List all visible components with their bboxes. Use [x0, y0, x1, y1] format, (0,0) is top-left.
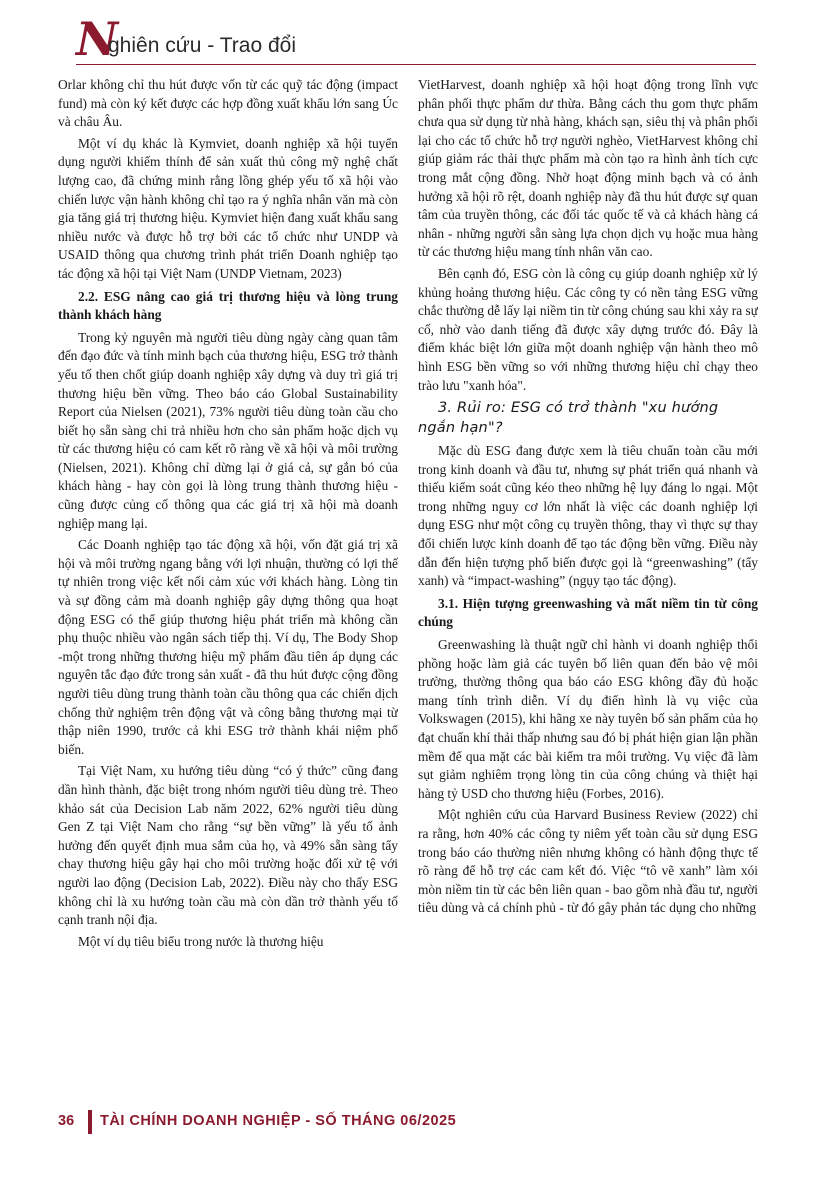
page-footer [58, 1108, 758, 1136]
paragraph-continued: Orlar không chỉ thu hút được vốn từ các quỹ tác động (impact fund) mà còn ký kết được các hợp đồng xuất khẩu lớn sang Úc và châu Âu. [58, 77, 398, 130]
paragraph: Tại Việt Nam, xu hướng tiêu dùng “có ý thức” cũng đang dần hình thành, đặc biệt trong nhóm người tiêu dùng trẻ. Theo khảo sát của Decision Lab năm 2022, 62% người tiêu dùng Gen Z tại Việt Nam cho rằng “sự bền vững” là yếu tố ảnh hưởng đến quyết định mua sắm của họ, và 49% sẵn sàng tẩy chay thương hiệu gây hại cho môi trường hoặc đối xử tệ với người lao động (Decision Lab, 2022). Điều này cho thấy ESG không chỉ là xu hướng toàn cầu mà còn dần trở thành yếu tố cạnh tranh nội địa. [58, 763, 398, 928]
paragraph: Một nghiên cứu của Harvard Business Review (2022) chỉ ra rằng, hơn 40% các công ty niêm yết toàn cầu sử dụng ESG trong báo cáo thường niên nhưng không có hành động thực tế rõ ràng để hỗ trợ các cam kết đó. Việc “tô vẽ xanh” làm xói mòn niềm tin từ các bên liên quan - bao gồm nhà đầu tư, người tiêu dùng và cả chính phủ - từ đó gây phản tác dụng cho những [418, 807, 758, 916]
paragraph: Một ví dụ tiêu biểu trong nước là thương hiệu [78, 933, 324, 949]
section-heading: 3. Rủi ro: ESG có trở thành "xu hướng ngắn hạn"? [418, 400, 719, 437]
magazine-name: TÀI CHÍNH DOANH NGHIỆP - SỐ THÁNG 06/2025 [100, 1113, 457, 1129]
paragraph: Một ví dụ khác là Kymviet, doanh nghiệp xã hội tuyển dụng người khiếm thính để sản xuất thủ công mỹ nghệ chất lượng cao, đã chứng minh rằng lồng ghép yếu tố xã hội vào chiến lược vận hành không chỉ tạo ra ý nghĩa nhân văn mà còn gia tăng giá trị thương hiệu. Kymviet hiện đang xuất khẩu sang nhiều nước và được hỗ trợ bởi các tổ chức như UNDP và USAID thông qua chương trình phát triển Doanh nghiệp tạo tác động xã hội tại Việt Nam (UNDP Vietnam, 2023) [58, 135, 398, 281]
article-body [58, 76, 758, 1096]
section-title: ghiên cứu - Trao đổi [108, 34, 296, 57]
subsection-heading: 3.1. Hiện tượng greenwashing và mất niềm tin từ công chúng [418, 595, 758, 630]
footer-divider [88, 1110, 92, 1134]
subsection-heading: 2.2. ESG nâng cao giá trị thương hiệu và lòng trung thành khách hàng [58, 288, 398, 323]
page-number: 36 [58, 1113, 75, 1129]
right-column [418, 76, 758, 1096]
left-column [58, 76, 398, 1096]
paragraph: Bên cạnh đó, ESG còn là công cụ giúp doanh nghiệp xử lý khủng hoảng thương hiệu. Các công ty có nền tảng ESG vững chắc thường dễ lấy lại niềm tin từ công chúng sau khi xảy ra sự cố, nhờ vào danh tiếng đã được xây dựng trước đó. Đây là điểm khác biệt lớn giữa một doanh nghiệp vận hành theo mô hình ESG bền vững so với những thương hiệu chỉ chạy theo trào lưu "xanh hóa". [418, 265, 758, 393]
paragraph-continued: VietHarvest, doanh nghiệp xã hội hoạt động trong lĩnh vực phân phối thực phẩm dư thừa. Bằng cách thu gom thực phẩm chưa qua sử dụng từ nhà hàng, khách sạn, siêu thị và phân phối lại cho các tổ chức hỗ trợ người nghèo, VietHarvest không chỉ giúp giảm rác thải thực phẩm mà còn tạo ra hình ảnh tích cực trong mắt cộng đồng. Nhờ hoạt động minh bạch và có ảnh hưởng xã hội rõ rệt, doanh nghiệp này đã thu hút được sự quan tâm của truyền thông, các đối tác quốc tế và cả khách hàng cá nhân - những người sẵn sàng lựa chọn dịch vụ hoặc mua hàng từ các thương hiệu mang tính nhân văn cao. [418, 77, 758, 260]
paragraph: Mặc dù ESG đang được xem là tiêu chuẩn toàn cầu mới trong kinh doanh và đầu tư, nhưng sự phát triển quá nhanh và thiếu kiểm soát cũng kéo theo những hệ lụy đáng lo ngại. Một trong những nguy cơ lớn nhất là việc các doanh nghiệp lợi dụng ESG như một công cụ truyền thông, thay vì thực sự thay đổi chiến lược kinh doanh để tạo tác động bền vững. Điều này dẫn đến hiện tượng phổ biến được gọi là “greenwashing” (tẩy xanh) và “impact-washing” (ngụy tạo tác động). [418, 443, 758, 589]
paragraph: Trong kỷ nguyên mà người tiêu dùng ngày càng quan tâm đến đạo đức và tính minh bạch của thương hiệu, ESG trở thành yếu tố then chốt giúp doanh nghiệp xây dựng và duy trì giá trị thương hiệu bền vững. Theo báo cáo Global Sustainability Report của Nielsen (2021), 73% người tiêu dùng toàn cầu cho biết họ sẵn sàng chi trả nhiều hơn cho sản phẩm hoặc dịch vụ từ các thương hiệu có cam kết rõ ràng về xã hội và môi trường (Nielsen, 2021). Không chỉ dừng lại ở giá cả, sự gắn bó của khách hàng - hay còn gọi là lòng trung thành thương hiệu - cũng được củng cố thông qua các giá trị xã hội mà doanh nghiệp mang lại. [58, 329, 398, 531]
header-rule [76, 64, 756, 65]
paragraph: Các Doanh nghiệp tạo tác động xã hội, vốn đặt giá trị xã hội và môi trường ngang bằng với lợi nhuận, thường có lợi thế tự nhiên trong việc kết nối cảm xúc với khách hàng. Lòng tin và sự đồng cảm mà doanh nghiệp gây dựng thông qua hoạt động ESG có thể giúp thương hiệu phát triển mà không cần phụ thuộc nhiều vào ngân sách tiếp thị. Ví dụ, The Body Shop -một trong những thương hiệu mỹ phẩm đầu tiên áp dụng các nguyên tắc đạo đức trong sản xuất - đã thu hút được cộng đồng người tiêu dùng trung thành toàn cầu thông qua các chiến dịch chống thử nghiệm trên động vật và công bằng thương mại từ thập niên 1990, trước cả khi ESG trở thành khái niệm phổ biến. [58, 537, 398, 757]
page-header [76, 12, 756, 66]
section-initial: N [76, 12, 119, 66]
paragraph: Greenwashing là thuật ngữ chỉ hành vi doanh nghiệp thổi phồng hoặc làm giả các tuyên bố liên quan đến bảo vệ môi trường, thường thông qua báo cáo ESG không đầy đủ hoặc mang tính trình diễn. Ví dụ điển hình là vụ việc của Volkswagen (2015), khi hãng xe này tuyên bố sản phẩm của họ đạt chuẩn khí thải thấp nhưng sau đó bị phát hiện gian lận phần mềm để qua mặt các bài kiểm tra môi trường. Vụ việc đã làm sụt giảm nghiêm trọng lòng tin của công chúng và thiệt hại hàng tỷ USD cho thương hiệu (Forbes, 2016). [418, 637, 758, 801]
